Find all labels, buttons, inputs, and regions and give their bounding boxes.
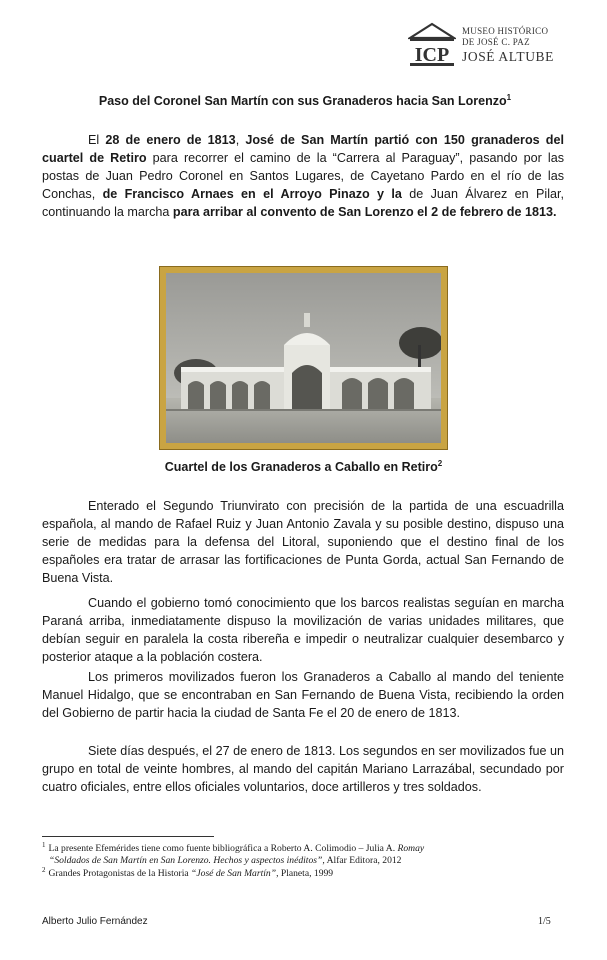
paragraph-2: Enterado el Segundo Triunvirato con precisión de la partida de una escuadrilla española, al mando de Rafael Ruiz y Juan Antonio Zavala y su posible destino, dispuso una serie de medidas para la defensa del Litoral, suponiendo que el destino final de los españoles era tratar de arrasar las fortificaciones de Punta Gorda, actual San Fernando de Buena Vista. xyxy=(42,499,564,585)
footnote-2-mark: 2 xyxy=(42,865,46,874)
p1-text-a: El xyxy=(88,133,106,147)
footnotes xyxy=(42,840,567,880)
p1-text-c: , xyxy=(235,133,246,147)
p1-bold-arnaes: de Francisco Arnaes en el Arroyo Pinazo y la xyxy=(102,187,402,201)
paragraph-3: Cuando el gobierno tomó conocimiento que los barcos realistas seguían en marcha Paraná arriba, inmediatamente dispuso la movilización de varias unidades militares, que debían seguir en paralela la costa ribereña e impedir o neutralizar cualquier desembarco y posterior ataque a la población costera. xyxy=(42,596,564,664)
footnote-1-mark: 1 xyxy=(42,840,46,849)
footnote-2-publisher: , Planeta, 1999 xyxy=(276,867,334,879)
title-text: Paso del Coronel San Martín con sus Granaderos hacia San Lorenzo xyxy=(98,94,507,108)
title-footnote-ref: 1 xyxy=(506,92,512,102)
page-number: 1/5 xyxy=(538,916,551,927)
caption-footnote-ref: 2 xyxy=(437,458,443,468)
photo-caption xyxy=(60,460,547,474)
logo-line-2: DE JOSÉ C. PAZ xyxy=(462,37,530,47)
footnote-1 xyxy=(42,840,567,855)
footnote-divider xyxy=(42,836,214,837)
p1-text-g: de Juan Álvarez en Pilar, continuando la marcha xyxy=(42,187,565,219)
p1-bold-departure: José de San Martín partió con 150 granaderos del cuartel de Retiro xyxy=(42,133,564,165)
paragraph-1 xyxy=(42,131,564,221)
p1-text-e: para recorrer el camino de la “Carrera al Paraguay”, pasando por las postas de Juan Pedro Coronel en Santos Lugares, de Cayetano Pardo en el río de las Conchas, xyxy=(42,151,564,201)
footer-author: Alberto Julio Fernández xyxy=(42,916,148,927)
museum-logo xyxy=(408,22,578,72)
footnote-2-text-a: Grandes Protagonistas de la Historia xyxy=(48,867,192,879)
logo-line-1: MUSEO HISTÓRICO xyxy=(462,26,549,36)
footnote-1-cont xyxy=(42,855,567,867)
footnote-1-text-a: La presente Efemérides tiene como fuente bibliográfica a Roberto A. Colimodio – Julia A. xyxy=(48,843,398,854)
paragraph-5: Siete días después, el 27 de enero de 1813. Los segundos en ser movilizados fue un grupo en total de veinte hombres, al mando del capitán Mariano Larrazábal, secundado por cuatro oficiales, entre ellos oficiales voluntarios, doce artilleros y tres soldados. xyxy=(42,744,564,794)
logo-text xyxy=(462,26,580,65)
cuartel-photo xyxy=(166,273,441,443)
footnote-2-book-title: “José de San Martín” xyxy=(191,867,277,879)
logo-line-3: JOSÉ ALTUBE xyxy=(462,49,554,64)
photo-frame xyxy=(159,266,448,450)
footnote-1-book-title: “Soldados de San Martín en San Lorenzo. Hechos y aspectos inéditos” xyxy=(49,855,323,867)
museum-building-icon xyxy=(408,22,456,68)
paragraph-4: Los primeros movilizados fueron los Granaderos a Caballo al mando del teniente Manuel Hidalgo, que se encontraban en San Fernando de Buena Vista, recibiendo la orden del Gobierno de partir hacia la ciudad de Santa Fe el 20 de enero de 1813. xyxy=(42,670,564,720)
footnote-2 xyxy=(42,865,567,880)
p1-bold-arrival: para arribar al convento de San Lorenzo el 2 de febrero de 1813. xyxy=(172,205,557,219)
logo-mark-letters: ICP xyxy=(414,44,450,66)
footnote-1-publisher: , Alfar Editora, 2012 xyxy=(322,855,402,867)
footnote-1-italic-b: Romay xyxy=(397,843,425,854)
caption-text: Cuartel de los Granaderos a Caballo en Retiro xyxy=(164,460,438,474)
document-title xyxy=(40,94,570,108)
p1-bold-date: 28 de enero de 1813 xyxy=(105,133,236,147)
